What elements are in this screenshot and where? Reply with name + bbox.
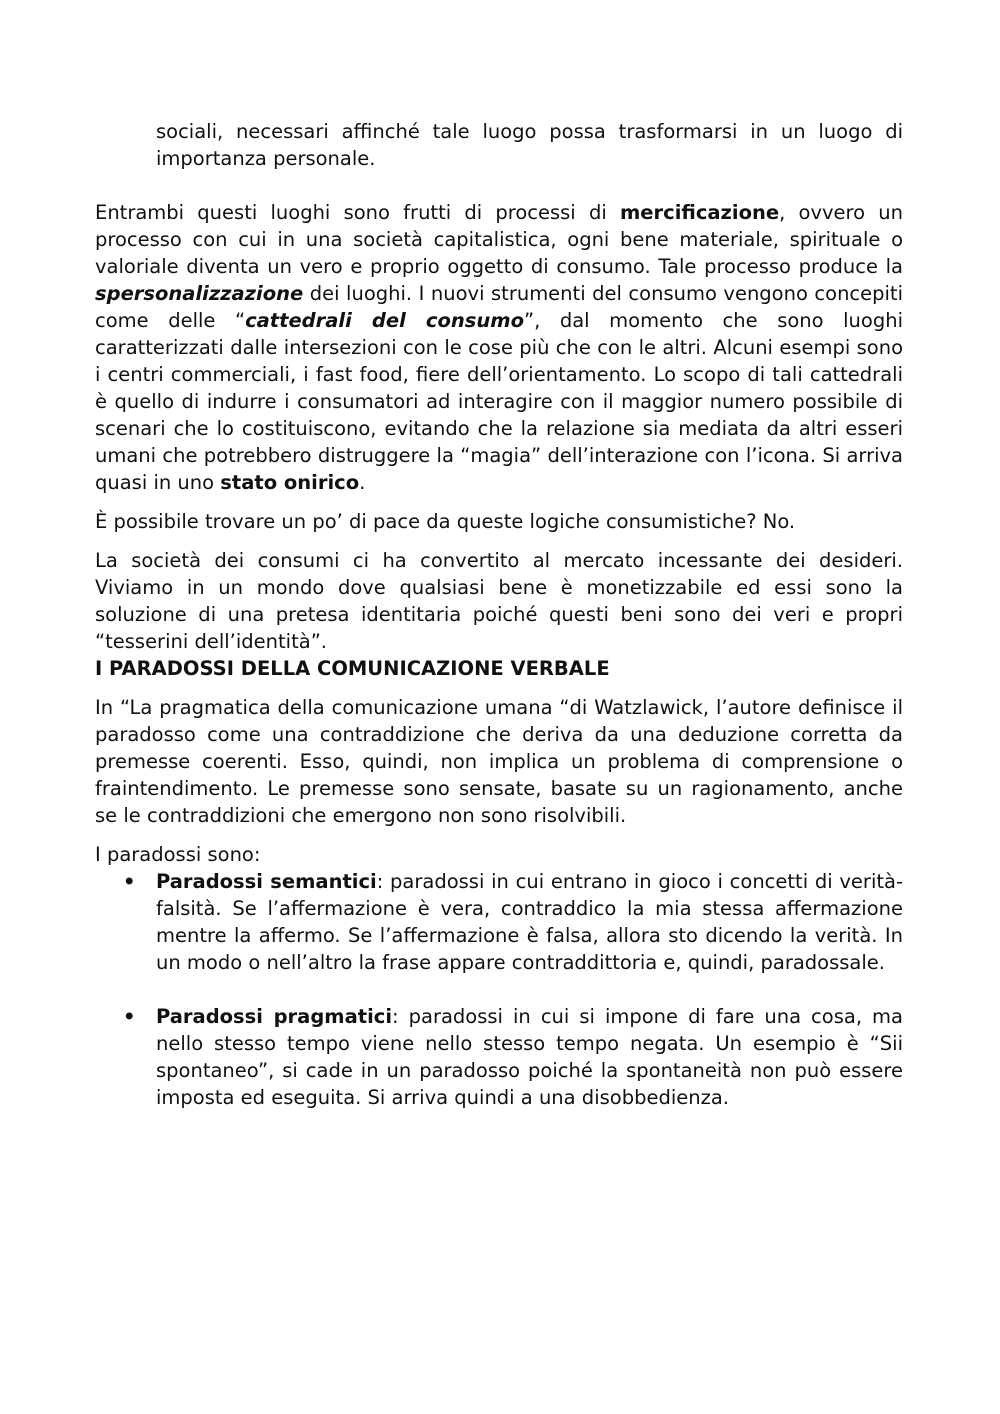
text-run: ”, dal momento che sono luoghi caratterizzati dalle intersezioni con le cose più che con le altri. Alcuni esempi sono i centri commerciali, i fast food, fiere dell’orientamento. Lo scopo di tali cattedrali è quello di indurre i consumatori ad interagire con il maggior numero possibile di scenari che lo costituiscono, evitando che la relazione sia mediata da altri esseri umani che potrebbero distruggere la “magia” dell’interazione con l’icona. Si arriva quasi in uno <box>95 309 903 494</box>
text-run: Entrambi questi luoghi sono frutti di processi di <box>95 201 620 224</box>
continuation-paragraph: sociali, necessari affinché tale luogo possa trasformarsi in un luogo di importanza personale. <box>156 120 903 170</box>
list-item-text <box>156 868 903 976</box>
list-item-description: : paradossi in cui si impone di fare una cosa, ma nello stesso tempo viene nello stesso tempo negata. Un esempio è “Sii spontaneo”, si cade in un paradosso poiché la spontaneità non può essere imposta ed eseguita. Si arriva quindi a una disobbedienza. <box>156 1005 903 1109</box>
paragraph-list-intro: I paradossi sono: <box>95 843 261 866</box>
paragraph-question: È possibile trovare un po’ di pace da queste logiche consumistiche? No. <box>95 510 796 533</box>
page-content <box>95 118 903 1111</box>
bold-italic-term-cattedrali: cattedrali del consumo <box>245 309 524 332</box>
bullet-icon: • <box>123 1005 136 1028</box>
list-item-text <box>156 1003 903 1111</box>
text-run: . <box>359 471 366 494</box>
paragraph-societa-consumi: La società dei consumi ci ha convertito al mercato incessante dei desideri. Viviamo in un mondo dove qualsiasi bene è monetizzabile ed essi sono la soluzione di una pretesa identitaria poiché questi beni sono dei veri e propri “tesserini dell’identità”. <box>95 549 903 653</box>
bold-italic-term-spersonalizzazione: spersonalizzazione <box>95 282 304 305</box>
text-run: , ovvero un processo con cui in una società capitalistica, ogni bene materiale, spirituale o valoriale diventa un vero e proprio oggetto di consumo. Tale processo produce la <box>95 201 904 278</box>
section-heading: I PARADOSSI DELLA COMUNICAZIONE VERBALE <box>95 657 610 680</box>
paragraph-watzlawick: In “La pragmatica della comunicazione umana “di Watzlawick, l’autore definisce il paradosso come una contraddizione che deriva da una deduzione corretta da premesse coerenti. Esso, quindi, non implica un problema di comprensione o fraintendimento. Le premesse sono sensate, basate su un ragionamento, anche se le contraddizioni che emergono non sono risolvibili. <box>95 696 903 827</box>
bold-term-mercificazione: mercificazione <box>619 201 780 224</box>
bold-term-stato-onirico: stato onirico <box>220 471 360 494</box>
text-run: dei luoghi. I nuovi strumenti del consumo vengono concepiti come delle “ <box>95 282 903 332</box>
paradox-list <box>95 868 903 1111</box>
list-item-description: : paradossi in cui entrano in gioco i concetti di verità-falsità. Se l’affermazione è vera, contraddico la mia stessa affermazione mentre la affermo. Se l’affermazione è falsa, allora sto dicendo la verità. In un modo o nell’altro la frase appare contraddittoria e, quindi, paradossale. <box>156 870 903 974</box>
list-item-pragmatici <box>95 1003 903 1111</box>
paragraph-mercificazione <box>95 199 903 496</box>
list-item-term: Paradossi semantici <box>156 870 377 893</box>
bullet-icon: • <box>123 870 136 893</box>
list-item-term: Paradossi pragmatici <box>156 1005 393 1028</box>
list-item-semantici <box>95 868 903 976</box>
